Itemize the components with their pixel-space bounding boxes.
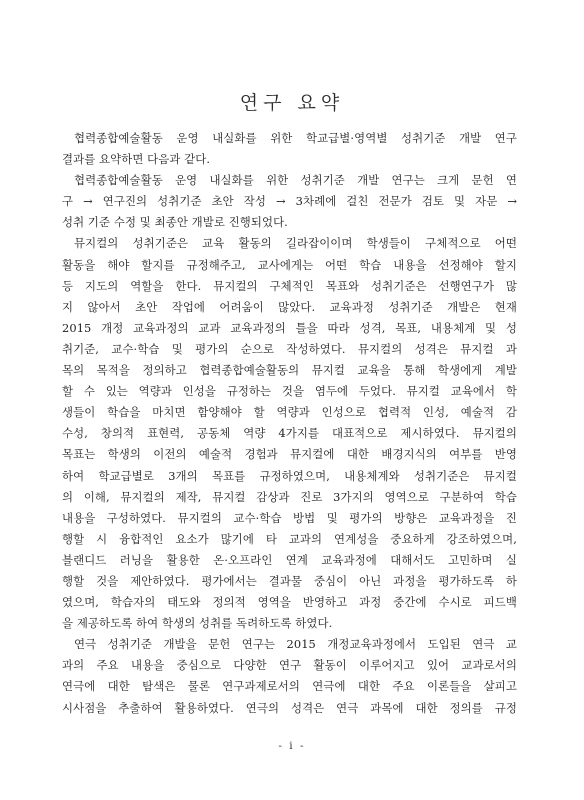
text-line: 을 제공하도록 하여 학생의 성취를 독려하도록 하였다. xyxy=(62,616,333,631)
text-line: 목의 목적을 정의하고 협력종합예술활동의 뮤지컬 교육을 통해 학생에게 계발 xyxy=(62,363,517,378)
text-line: 협력종합예술활동 운영 내실화를 위한 학교급별·영역별 성취기준 개발 연구 xyxy=(74,131,517,145)
text-line: 연극 성취기준 개발을 문헌 연구는 2015 개정교육과정에서 도입된 연극 교 xyxy=(74,637,517,652)
text-line: 구 → 연구진의 성취기준 초안 작성 → 3차례에 걸친 전문가 검토 및 자문 → xyxy=(62,194,517,209)
text-line: 할 수 있는 역량과 인성을 규정하는 것을 염두에 두었다. 뮤지컬 교육에서 학 xyxy=(62,384,517,399)
paragraph-theatre xyxy=(62,634,517,718)
text-line: 였으며, 학습자의 태도와 정의적 영역을 반영하고 과정 중간에 수시로 피드백 xyxy=(62,595,517,610)
paragraph-process xyxy=(62,170,517,233)
text-line: 등 지도의 역할을 한다. 뮤지컬의 구체적인 목표와 성취기준은 선행연구가 많 xyxy=(62,278,517,293)
paragraph-musical xyxy=(62,233,517,634)
text-line: 2015 개정 교육과정의 교과 교육과정의 틀을 따라 성격, 목표, 내용체계 및 성 xyxy=(62,320,517,335)
text-line: 블랜디드 러닝을 활용한 온·오프라인 연계 교육과정에 대해서도 고민하며 실 xyxy=(62,552,517,567)
text-line: 뮤지컬의 성취기준은 교육 활동의 길라잡이이며 학생들이 구체적으로 어떤 xyxy=(74,236,517,251)
text-line: 과의 주요 내용을 중심으로 다양한 연구 활동이 이루어지고 있어 교과로서의 xyxy=(62,658,517,673)
text-line: 지 않아서 초안 작업에 어려움이 많았다. 교육과정 성취기준 개발은 현재 xyxy=(62,299,517,314)
page-title: 연구 요약 xyxy=(239,92,345,114)
text-line: 취기준, 교수·학습 및 평가의 순으로 작성하였다. 뮤지컬의 성격은 뮤지컬 과 xyxy=(62,341,517,356)
text-line: 하여 학교급별로 3개의 목표를 규정하였으며, 내용체계와 성취기준은 뮤지컬 xyxy=(62,468,517,483)
text-line: 생들이 학습을 마치면 함양해야 할 역량과 인성으로 협력적 인성, 예술적 감 xyxy=(62,405,517,420)
summary-body xyxy=(62,128,517,719)
text-line: 활동을 해야 할지를 규정해주고, 교사에게는 어떤 학습 내용을 선정해야 할지 xyxy=(62,257,517,272)
text-line: 수성, 창의적 표현력, 공동체 역량 4가지를 대표적으로 제시하였다. 뮤지컬의 xyxy=(62,426,517,441)
paragraph-intro xyxy=(62,128,517,170)
text-line: 협력종합예술활동 운영 내실화를 위한 성취기준 개발 연구는 크게 문헌 연 xyxy=(74,173,517,188)
text-line: 행할 시 융합적인 요소가 많기에 타 교과의 연계성을 중요하게 강조하였으며, xyxy=(62,531,517,546)
page-number: - i - xyxy=(278,740,306,752)
text-line: 연극에 대한 탐색은 물론 연구과제로서의 연극에 대한 주요 이론들을 살피고 xyxy=(62,679,517,694)
text-line: 시사점을 추출하여 활용하였다. 연극의 성격은 연극 과목에 대한 정의를 규정 xyxy=(62,700,517,715)
text-line: 행할 것을 제안하였다. 평가에서는 결과물 중심이 아닌 과정을 평가하도록 하 xyxy=(62,573,517,588)
text-line: 의 이해, 뮤지컬의 제작, 뮤지컬 감상과 진로 3가지의 영역으로 구분하여 학습 xyxy=(62,489,517,504)
text-line: 내용을 구성하였다. 뮤지컬의 교수·학습 방법 및 평가의 방향은 교육과정을 진 xyxy=(62,510,517,525)
text-line: 결과를 요약하면 다음과 같다. xyxy=(62,152,211,167)
text-line: 성취 기준 수정 및 최종안 개발로 진행되었다. xyxy=(62,215,288,230)
text-line: 목표는 학생의 이전의 예술적 경험과 뮤지컬에 대한 배경지식의 여부를 반영 xyxy=(62,447,517,462)
